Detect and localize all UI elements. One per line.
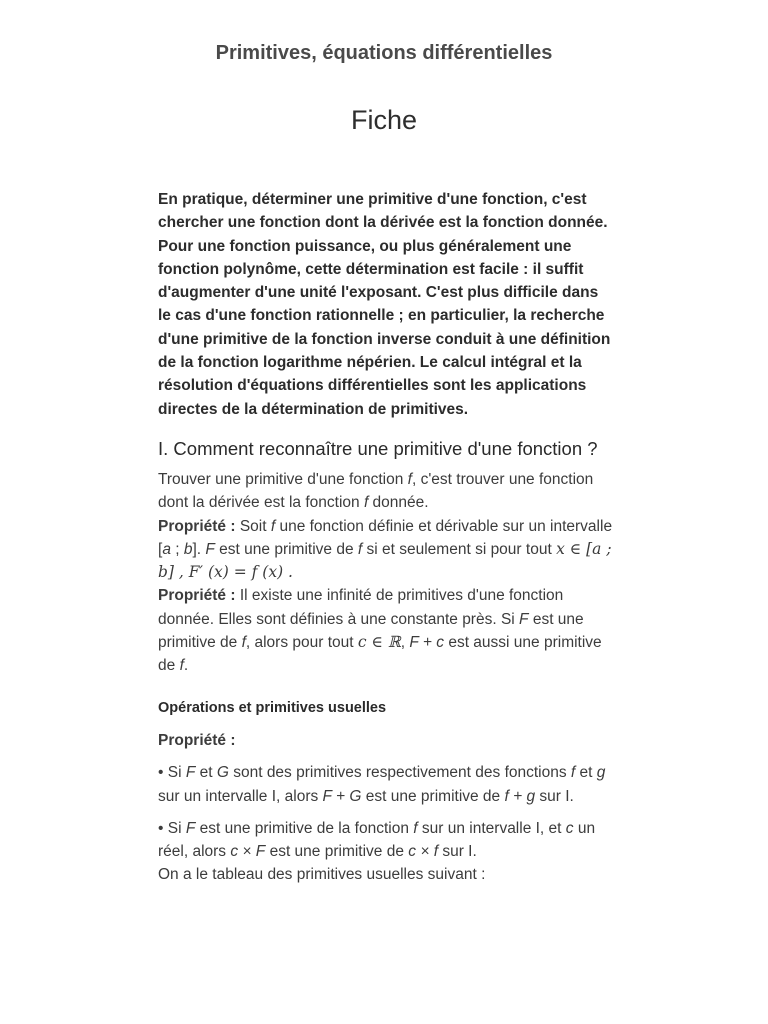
intro-paragraph: En pratique, déterminer une primitive d'une fonction, c'est chercher une fonction dont la dérivée est la fonction donnée. Pour une fonction puissance, ou plus généralement une fonction polynôme, cette détermination est facile : il suffit d'augmenter d'une unité l'exposant. C'est plus difficile dans le cas d'une fonction rationnelle ; en particulier, la recherche d'une primitive de la fonction inverse conduit à une définition de la fonction logarithme népérien. Le calcul intégral et la résolution d'équations différentielles sont les applications directes de la détermination de primitives. bbox=[158, 191, 611, 418]
property-2: Propriété : Il existe une infinité de primitives d'une fonction donnée. Elles sont définies à une constante près. Si F est une primitive de f, alors pour tout c ∈ ℝ, F + c est aussi une primitive de f. bbox=[158, 587, 602, 675]
document-subtitle: Fiche bbox=[350, 105, 418, 135]
main-content bbox=[158, 188, 613, 887]
section-1-heading: I. Comment reconnaître une primitive d'une fonction ? bbox=[158, 437, 598, 459]
page-title: Primitives, équations différentielles bbox=[215, 42, 553, 64]
property-1: Propriété : Soit f une fonction définie et dérivable sur un intervalle [a ; b]. F est une primitive de f si et seulement si pour tout x ∈ [a ; b] , F′ (x) = f (x) . bbox=[158, 517, 613, 582]
closing-sentence: On a le tableau des primitives usuelles suivant : bbox=[158, 866, 486, 884]
math-formula: x ∈ [a ; b] , F′ (x) = f (x) . bbox=[158, 539, 612, 582]
section-2-heading: Opérations et primitives usuelles bbox=[158, 699, 387, 716]
bullet-sum-rule: • Si F et G sont des primitives respectivement des fonctions f et g sur un intervalle I, alors F + G est une primitive de f + g sur I. bbox=[158, 764, 606, 805]
bullet-scalar-rule: • Si F est une primitive de la fonction f sur un intervalle I, et c un réel, alors c × F est une primitive de c × f sur I. bbox=[158, 819, 596, 861]
property-label: Propriété : bbox=[158, 731, 236, 749]
definition-paragraph: Trouver une primitive d'une fonction f, c'est trouver une fonction dont la dérivée est la fonction f donnée. bbox=[158, 470, 594, 512]
math-formula: c ∈ ℝ bbox=[357, 633, 401, 652]
